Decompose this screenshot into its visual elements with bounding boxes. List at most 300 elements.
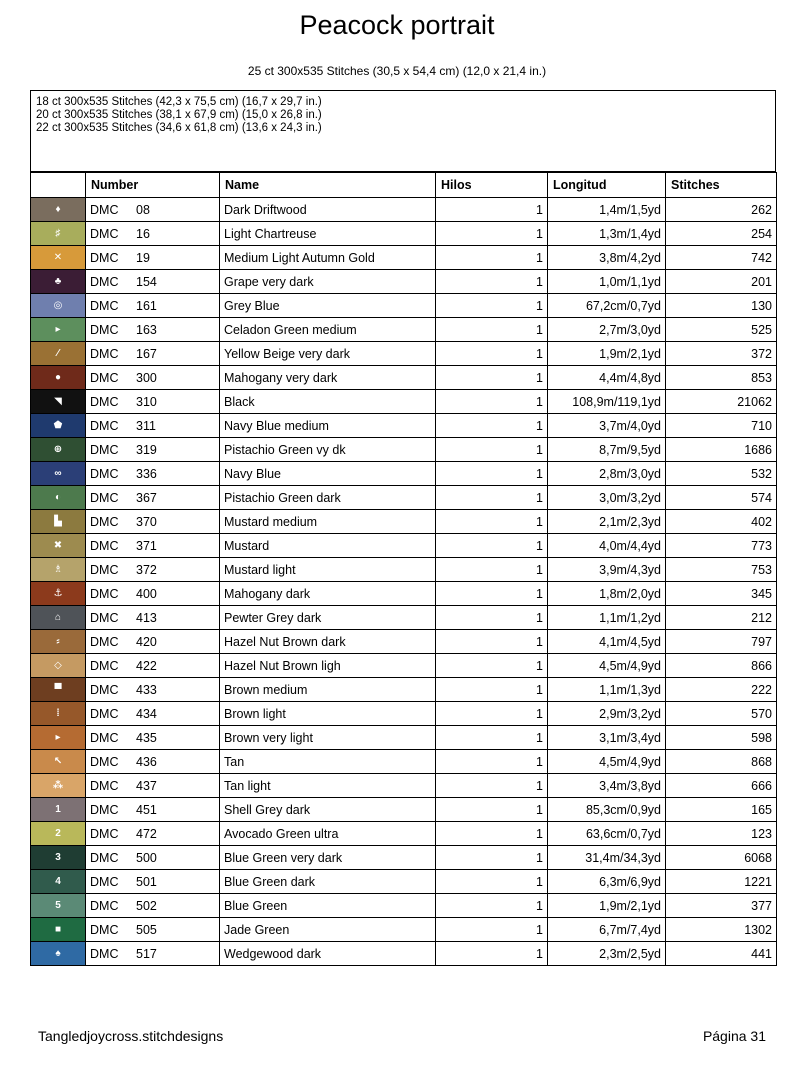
color-swatch (31, 606, 85, 629)
thread-hilos: 1 (436, 414, 548, 438)
table-row (31, 678, 777, 702)
thread-longitud: 3,8m/4,2yd (548, 246, 666, 270)
color-swatch-cell (31, 630, 86, 654)
thread-brand: DMC (90, 874, 119, 889)
thread-stitches: 1686 (666, 438, 777, 462)
stitch-symbol-icon: ⁞ (56, 708, 60, 719)
thread-code: 167 (136, 346, 157, 361)
footer-page-number: Página 31 (702, 1028, 766, 1044)
thread-hilos: 1 (436, 942, 548, 966)
thread-code: 336 (136, 466, 157, 481)
thread-code: 433 (136, 682, 157, 697)
thread-hilos: 1 (436, 822, 548, 846)
thread-name: Pistachio Green vy dk (220, 438, 436, 462)
thread-code: 161 (136, 298, 157, 313)
table-row (31, 822, 777, 846)
thread-number (86, 534, 220, 558)
thread-longitud: 6,3m/6,9yd (548, 870, 666, 894)
thread-hilos: 1 (436, 606, 548, 630)
table-row (31, 294, 777, 318)
thread-stitches: 525 (666, 318, 777, 342)
thread-hilos: 1 (436, 870, 548, 894)
color-swatch (31, 582, 85, 605)
thread-number (86, 486, 220, 510)
color-swatch-cell (31, 270, 86, 294)
thread-stitches: 753 (666, 558, 777, 582)
thread-brand: DMC (90, 394, 119, 409)
thread-stitches: 123 (666, 822, 777, 846)
thread-brand: DMC (90, 370, 119, 385)
thread-hilos: 1 (436, 654, 548, 678)
stitch-symbol-icon: ⊕ (53, 444, 63, 455)
thread-hilos: 1 (436, 318, 548, 342)
thread-longitud: 2,9m/3,2yd (548, 702, 666, 726)
thread-name: Blue Green (220, 894, 436, 918)
thread-stitches: 866 (666, 654, 777, 678)
stitch-symbol-icon: 4 (55, 876, 61, 887)
thread-name: Blue Green very dark (220, 846, 436, 870)
color-swatch (31, 366, 85, 389)
thread-number (86, 918, 220, 942)
color-swatch-cell (31, 654, 86, 678)
fabric-size-line: 22 ct 300x535 Stitches (34,6 x 61,8 cm) (13,6 x 24,3 in.) (36, 122, 322, 134)
thread-number (86, 558, 220, 582)
thread-brand: DMC (90, 442, 119, 457)
thread-hilos: 1 (436, 678, 548, 702)
thread-code: 502 (136, 898, 157, 913)
thread-longitud: 108,9m/119,1yd (548, 390, 666, 414)
thread-stitches: 797 (666, 630, 777, 654)
thread-number (86, 414, 220, 438)
thread-code: 422 (136, 658, 157, 673)
thread-name: Yellow Beige very dark (220, 342, 436, 366)
header-swatch (31, 173, 86, 198)
color-swatch (31, 342, 85, 365)
thread-longitud: 4,0m/4,4yd (548, 534, 666, 558)
thread-brand: DMC (90, 898, 119, 913)
color-swatch-cell (31, 318, 86, 342)
table-row (31, 606, 777, 630)
thread-name: Grape very dark (220, 270, 436, 294)
thread-code: 163 (136, 322, 157, 337)
thread-name: Hazel Nut Brown dark (220, 630, 436, 654)
thread-hilos: 1 (436, 198, 548, 222)
thread-longitud: 1,0m/1,1yd (548, 270, 666, 294)
thread-number (86, 390, 220, 414)
thread-code: 319 (136, 442, 157, 457)
thread-longitud: 3,9m/4,3yd (548, 558, 666, 582)
thread-code: 437 (136, 778, 157, 793)
table-row (31, 654, 777, 678)
color-swatch-cell (31, 702, 86, 726)
thread-number (86, 942, 220, 966)
color-swatch-cell (31, 198, 86, 222)
thread-name: Navy Blue (220, 462, 436, 486)
stitch-symbol-icon: ▸ (55, 324, 61, 335)
thread-longitud: 31,4m/34,3yd (548, 846, 666, 870)
thread-name: Black (220, 390, 436, 414)
color-swatch (31, 726, 85, 749)
color-swatch (31, 894, 85, 917)
color-swatch (31, 750, 85, 773)
thread-stitches: 1302 (666, 918, 777, 942)
thread-brand: DMC (90, 586, 119, 601)
color-swatch-cell (31, 798, 86, 822)
thread-number (86, 270, 220, 294)
thread-stitches: 441 (666, 942, 777, 966)
thread-stitches: 598 (666, 726, 777, 750)
thread-longitud: 4,4m/4,8yd (548, 366, 666, 390)
stitch-symbol-icon: ↖ (53, 756, 63, 767)
table-body (31, 198, 777, 966)
thread-number (86, 726, 220, 750)
thread-brand: DMC (90, 226, 119, 241)
thread-hilos: 1 (436, 558, 548, 582)
thread-code: 413 (136, 610, 157, 625)
page-title: Peacock portrait (299, 10, 495, 40)
color-swatch-cell (31, 342, 86, 366)
color-swatch-cell (31, 438, 86, 462)
thread-name: Shell Grey dark (220, 798, 436, 822)
thread-number (86, 582, 220, 606)
color-swatch-cell (31, 486, 86, 510)
color-swatch-cell (31, 582, 86, 606)
thread-number (86, 894, 220, 918)
color-swatch (31, 774, 85, 797)
thread-name: Mustard light (220, 558, 436, 582)
thread-name: Wedgewood dark (220, 942, 436, 966)
thread-hilos: 1 (436, 630, 548, 654)
thread-name: Brown medium (220, 678, 436, 702)
thread-longitud: 63,6cm/0,7yd (548, 822, 666, 846)
color-swatch (31, 462, 85, 485)
stitch-symbol-icon: ⁂ (52, 780, 64, 791)
thread-name: Hazel Nut Brown ligh (220, 654, 436, 678)
thread-hilos: 1 (436, 726, 548, 750)
thread-hilos: 1 (436, 294, 548, 318)
thread-code: 311 (136, 418, 156, 433)
table-row (31, 558, 777, 582)
thread-code: 434 (136, 706, 157, 721)
thread-code: 472 (136, 826, 157, 841)
thread-longitud: 4,5m/4,9yd (548, 750, 666, 774)
header-name: Name (220, 173, 436, 198)
thread-brand: DMC (90, 538, 119, 553)
thread-name: Tan light (220, 774, 436, 798)
fabric-size-line: 18 ct 300x535 Stitches (42,3 x 75,5 cm) (16,7 x 29,7 in.) (36, 96, 322, 108)
thread-number (86, 750, 220, 774)
table-row (31, 270, 777, 294)
table-row (31, 534, 777, 558)
thread-stitches: 574 (666, 486, 777, 510)
thread-brand: DMC (90, 922, 119, 937)
thread-stitches: 773 (666, 534, 777, 558)
thread-code: 505 (136, 922, 157, 937)
thread-hilos: 1 (436, 390, 548, 414)
thread-hilos: 1 (436, 702, 548, 726)
thread-stitches: 402 (666, 510, 777, 534)
color-swatch-cell (31, 390, 86, 414)
table-row (31, 246, 777, 270)
thread-number (86, 246, 220, 270)
color-swatch (31, 558, 85, 581)
thread-hilos: 1 (436, 486, 548, 510)
thread-number (86, 294, 220, 318)
color-swatch-cell (31, 678, 86, 702)
thread-code: 08 (136, 202, 150, 217)
color-swatch (31, 918, 85, 941)
thread-code: 371 (136, 538, 157, 553)
stitch-symbol-icon: ◐ (54, 492, 62, 503)
thread-number (86, 822, 220, 846)
header-longitud: Longitud (548, 173, 666, 198)
thread-number (86, 798, 220, 822)
stitch-symbol-icon: 1 (55, 804, 61, 815)
thread-number (86, 654, 220, 678)
thread-brand: DMC (90, 418, 119, 433)
thread-brand: DMC (90, 466, 119, 481)
thread-stitches: 21062 (666, 390, 777, 414)
thread-stitches: 710 (666, 414, 777, 438)
table-row (31, 582, 777, 606)
fabric-size-line: 20 ct 300x535 Stitches (38,1 x 67,9 cm) (15,0 x 26,8 in.) (36, 109, 322, 121)
thread-stitches: 666 (666, 774, 777, 798)
color-swatch-cell (31, 726, 86, 750)
thread-name: Mustard medium (220, 510, 436, 534)
color-swatch (31, 798, 85, 821)
table-row (31, 870, 777, 894)
header-hilos: Hilos (436, 173, 548, 198)
table-row (31, 342, 777, 366)
table-row (31, 846, 777, 870)
color-swatch-cell (31, 462, 86, 486)
thread-number (86, 438, 220, 462)
thread-code: 367 (136, 490, 157, 505)
table-row (31, 798, 777, 822)
table-row (31, 918, 777, 942)
stitch-symbol-icon: ▀ (54, 684, 62, 695)
color-swatch (31, 390, 85, 413)
fabric-sizes-box (30, 90, 776, 172)
thread-hilos: 1 (436, 270, 548, 294)
thread-stitches: 130 (666, 294, 777, 318)
thread-name: Tan (220, 750, 436, 774)
thread-hilos: 1 (436, 798, 548, 822)
color-swatch-cell (31, 750, 86, 774)
thread-number (86, 774, 220, 798)
thread-name: Dark Driftwood (220, 198, 436, 222)
thread-brand: DMC (90, 730, 119, 745)
color-swatch (31, 486, 85, 509)
thread-brand: DMC (90, 562, 119, 577)
color-swatch (31, 438, 85, 461)
stitch-symbol-icon: ◥ (54, 396, 62, 407)
color-key-table (30, 172, 777, 966)
stitch-symbol-icon: ⁄ (57, 348, 59, 359)
color-swatch-cell (31, 846, 86, 870)
thread-stitches: 254 (666, 222, 777, 246)
thread-brand: DMC (90, 682, 119, 697)
thread-code: 517 (136, 946, 157, 961)
thread-number (86, 870, 220, 894)
thread-brand: DMC (90, 250, 119, 265)
stitch-symbol-icon: ♗ (53, 564, 63, 575)
thread-brand: DMC (90, 274, 119, 289)
table-row (31, 318, 777, 342)
stitch-symbol-icon: ♠ (55, 948, 61, 959)
table-row (31, 726, 777, 750)
thread-longitud: 3,7m/4,0yd (548, 414, 666, 438)
thread-longitud: 1,3m/1,4yd (548, 222, 666, 246)
color-swatch (31, 222, 85, 245)
table-row (31, 702, 777, 726)
thread-number (86, 366, 220, 390)
thread-hilos: 1 (436, 582, 548, 606)
thread-stitches: 6068 (666, 846, 777, 870)
thread-brand: DMC (90, 610, 119, 625)
stitch-symbol-icon: ✕ (53, 252, 63, 263)
thread-stitches: 222 (666, 678, 777, 702)
thread-number (86, 702, 220, 726)
thread-number (86, 222, 220, 246)
thread-longitud: 2,3m/2,5yd (548, 942, 666, 966)
thread-name: Navy Blue medium (220, 414, 436, 438)
thread-hilos: 1 (436, 918, 548, 942)
table-row (31, 438, 777, 462)
color-swatch-cell (31, 510, 86, 534)
thread-hilos: 1 (436, 462, 548, 486)
color-swatch (31, 294, 85, 317)
color-swatch (31, 678, 85, 701)
table-row (31, 774, 777, 798)
thread-longitud: 4,1m/4,5yd (548, 630, 666, 654)
stitch-symbol-icon: ⚓ (53, 588, 63, 599)
color-swatch-cell (31, 870, 86, 894)
thread-brand: DMC (90, 658, 119, 673)
page-subtitle: 25 ct 300x535 Stitches (30,5 x 54,4 cm) (12,0 x 21,4 in.) (247, 64, 547, 78)
color-swatch (31, 510, 85, 533)
thread-code: 400 (136, 586, 157, 601)
color-swatch-cell (31, 918, 86, 942)
thread-longitud: 2,8m/3,0yd (548, 462, 666, 486)
stitch-symbol-icon: ⌂ (54, 612, 62, 623)
thread-brand: DMC (90, 802, 119, 817)
stitch-symbol-icon: ♣ (54, 276, 62, 287)
stitch-symbol-icon: ♯ (55, 228, 61, 239)
color-swatch-cell (31, 822, 86, 846)
header-number: Number (86, 173, 220, 198)
thread-hilos: 1 (436, 222, 548, 246)
thread-longitud: 4,5m/4,9yd (548, 654, 666, 678)
thread-hilos: 1 (436, 846, 548, 870)
table-row (31, 198, 777, 222)
thread-brand: DMC (90, 946, 119, 961)
table-row (31, 222, 777, 246)
thread-longitud: 85,3cm/0,9yd (548, 798, 666, 822)
thread-stitches: 201 (666, 270, 777, 294)
table-row (31, 414, 777, 438)
thread-code: 435 (136, 730, 157, 745)
thread-code: 370 (136, 514, 157, 529)
color-swatch (31, 870, 85, 893)
thread-longitud: 67,2cm/0,7yd (548, 294, 666, 318)
thread-hilos: 1 (436, 894, 548, 918)
thread-longitud: 8,7m/9,5yd (548, 438, 666, 462)
thread-number (86, 606, 220, 630)
thread-brand: DMC (90, 754, 119, 769)
thread-number (86, 846, 220, 870)
color-swatch-cell (31, 894, 86, 918)
thread-longitud: 1,9m/2,1yd (548, 894, 666, 918)
thread-name: Medium Light Autumn Gold (220, 246, 436, 270)
thread-stitches: 377 (666, 894, 777, 918)
thread-brand: DMC (90, 826, 119, 841)
thread-brand: DMC (90, 778, 119, 793)
stitch-symbol-icon: ♦ (55, 204, 61, 215)
thread-name: Mustard (220, 534, 436, 558)
thread-stitches: 1221 (666, 870, 777, 894)
thread-hilos: 1 (436, 246, 548, 270)
stitch-symbol-icon: ▸ (55, 732, 61, 743)
thread-number (86, 510, 220, 534)
thread-stitches: 345 (666, 582, 777, 606)
thread-longitud: 1,9m/2,1yd (548, 342, 666, 366)
stitch-symbol-icon: 5 (55, 900, 61, 911)
thread-code: 16 (136, 226, 150, 241)
table-row (31, 630, 777, 654)
table-header-row (31, 173, 777, 198)
color-swatch-cell (31, 534, 86, 558)
thread-brand: DMC (90, 490, 119, 505)
stitch-symbol-icon: ✖ (53, 540, 63, 551)
thread-name: Brown light (220, 702, 436, 726)
thread-stitches: 532 (666, 462, 777, 486)
color-swatch-cell (31, 294, 86, 318)
thread-name: Celadon Green medium (220, 318, 436, 342)
thread-hilos: 1 (436, 534, 548, 558)
color-swatch (31, 822, 85, 845)
color-swatch (31, 630, 85, 653)
stitch-symbol-icon: ◎ (53, 300, 63, 311)
stitch-symbol-icon: ◇ (54, 660, 62, 671)
color-swatch (31, 942, 85, 965)
thread-name: Light Chartreuse (220, 222, 436, 246)
thread-name: Blue Green dark (220, 870, 436, 894)
thread-brand: DMC (90, 514, 119, 529)
thread-code: 420 (136, 634, 157, 649)
color-swatch-cell (31, 942, 86, 966)
thread-code: 436 (136, 754, 157, 769)
thread-hilos: 1 (436, 438, 548, 462)
thread-longitud: 3,0m/3,2yd (548, 486, 666, 510)
color-swatch-cell (31, 414, 86, 438)
stitch-symbol-icon: ∞ (54, 468, 62, 479)
color-swatch-cell (31, 366, 86, 390)
thread-code: 451 (136, 802, 157, 817)
thread-code: 154 (136, 274, 157, 289)
thread-longitud: 6,7m/7,4yd (548, 918, 666, 942)
thread-name: Brown very light (220, 726, 436, 750)
thread-longitud: 1,4m/1,5yd (548, 198, 666, 222)
thread-code: 310 (136, 394, 157, 409)
thread-brand: DMC (90, 706, 119, 721)
header-stitches: Stitches (666, 173, 777, 198)
stitch-symbol-icon: 3 (55, 852, 61, 863)
thread-code: 19 (136, 250, 150, 265)
color-swatch (31, 654, 85, 677)
thread-longitud: 1,1m/1,3yd (548, 678, 666, 702)
color-swatch (31, 246, 85, 269)
